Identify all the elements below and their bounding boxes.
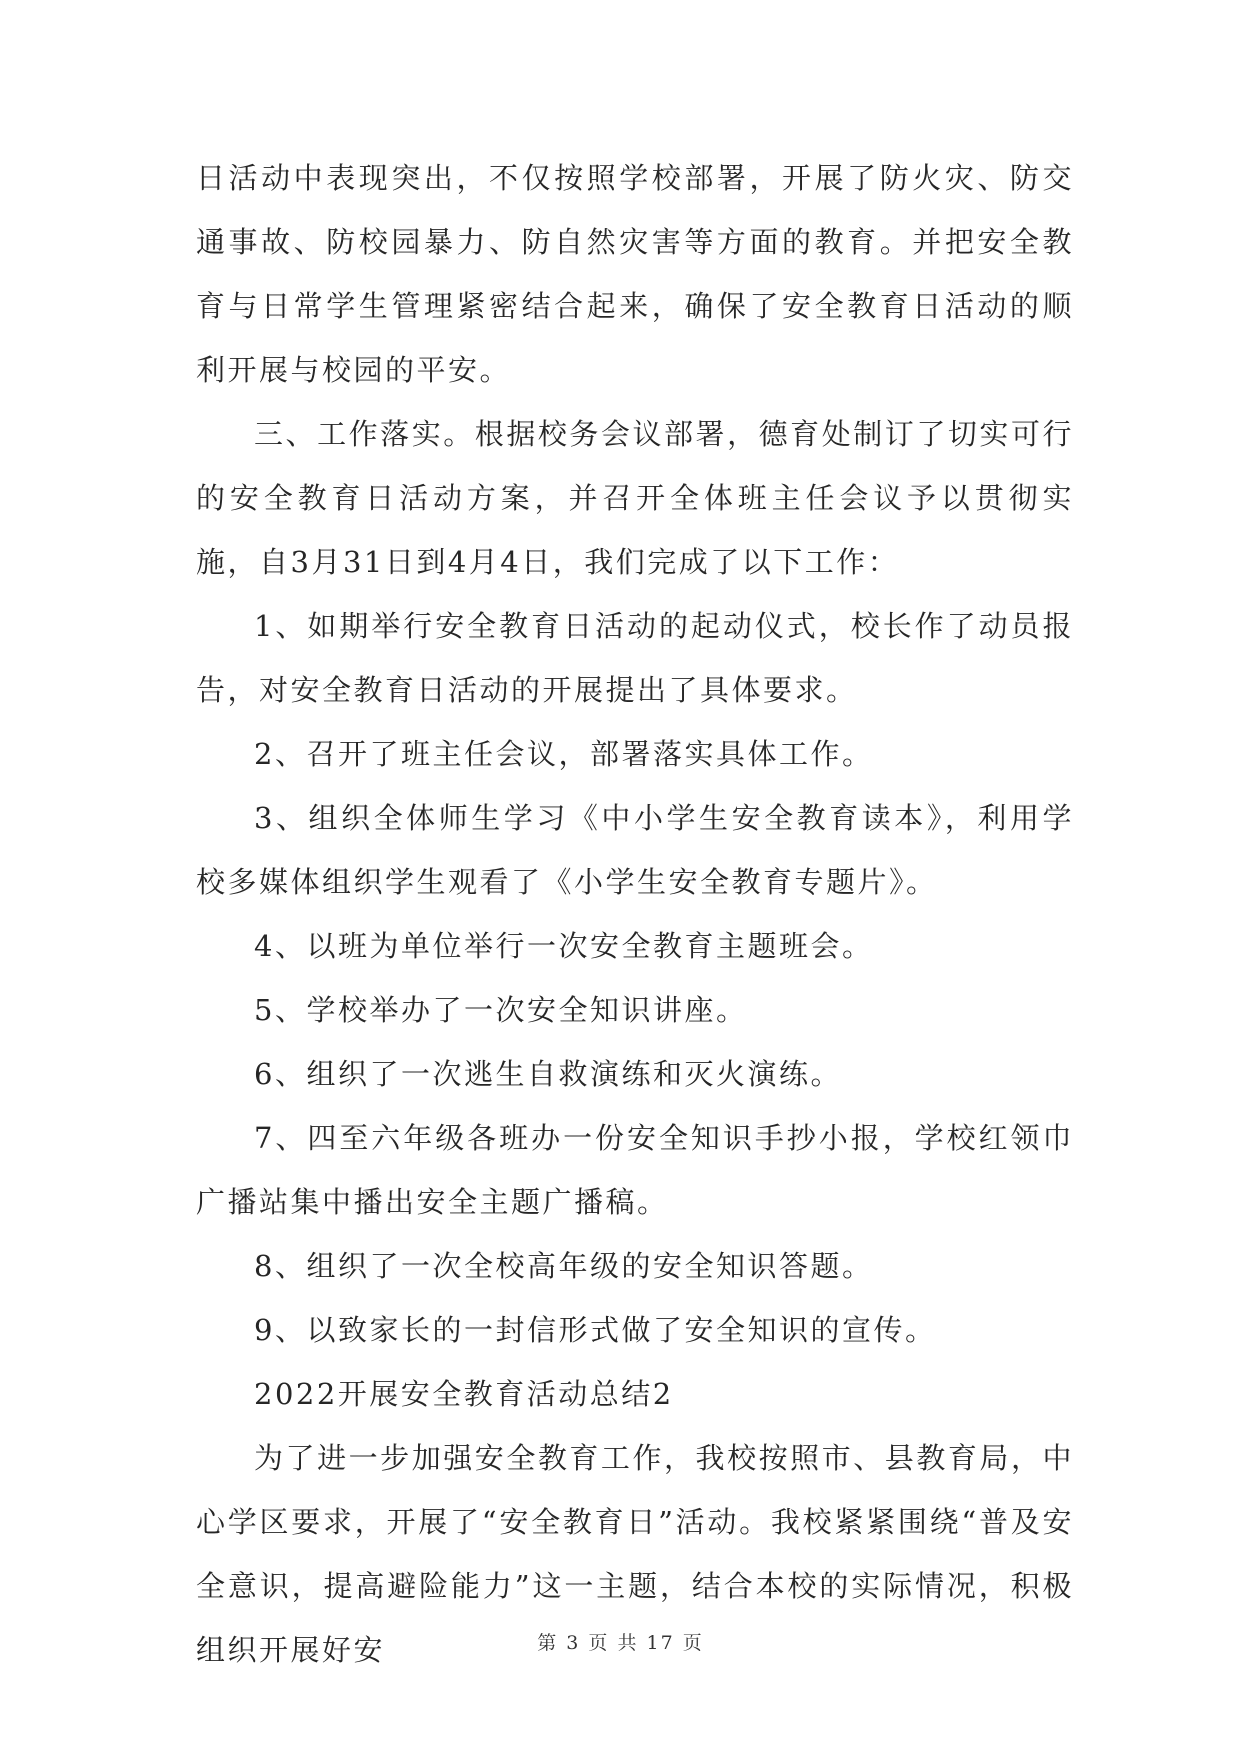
- page-footer: [0, 1628, 1241, 1655]
- list-item-1: 1、如期举行安全教育日活动的起动仪式，校长作了动员报告，对安全教育日活动的开展提出了具体要求。: [196, 609, 1074, 707]
- list-item-7: 7、四至六年级各班办一份安全知识手抄小报，学校红领巾广播站集中播出安全主题广播稿。: [196, 1121, 1074, 1219]
- list-item-4: 4、以班为单位举行一次安全教育主题班会。: [254, 929, 874, 963]
- list-item-5: 5、学校举办了一次安全知识讲座。: [254, 993, 748, 1027]
- section-heading: 2022开展安全教育活动总结2: [254, 1377, 674, 1411]
- list-item-8: 8、组织了一次全校高年级的安全知识答题。: [254, 1249, 874, 1283]
- footer-current-page: 3: [566, 1632, 581, 1654]
- paragraph-1: 日活动中表现突出，不仅按照学校部署，开展了防火灾、防交通事故、防校园暴力、防自然灾害等方面的教育。并把安全教育与日常学生管理紧密结合起来，确保了安全教育日活动的顺利开展与校园的平安。: [196, 161, 1074, 387]
- list-item-9: 9、以致家长的一封信形式做了安全知识的宣传。: [254, 1313, 937, 1347]
- paragraph-3: 为了进一步加强安全教育工作，我校按照市、县教育局，中心学区要求，开展了“安全教育日”活动。我校紧紧围绕“普及安全意识，提高避险能力”这一主题，结合本校的实际情况，积极组织开展好安: [196, 1441, 1074, 1667]
- footer-suffix: 页: [682, 1632, 704, 1654]
- list-item-3: 3、组织全体师生学习《中小学生安全教育读本》，利用学校多媒体组织学生观看了《小学生安全教育专题片》。: [196, 801, 1074, 899]
- list-item-2: 2、召开了班主任会议，部署落实具体工作。: [254, 737, 874, 771]
- footer-prefix: 第: [537, 1632, 559, 1654]
- footer-middle: 页 共: [588, 1632, 639, 1654]
- paragraph-2: 三、工作落实。根据校务会议部署，德育处制订了切实可行的安全教育日活动方案，并召开全体班主任会议予以贯彻实施，自3月31日到4月4日，我们完成了以下工作：: [196, 417, 1074, 579]
- document-body: [196, 146, 1074, 1682]
- footer-total-pages: 17: [646, 1632, 675, 1654]
- list-item-6: 6、组织了一次逃生自救演练和灭火演练。: [254, 1057, 842, 1091]
